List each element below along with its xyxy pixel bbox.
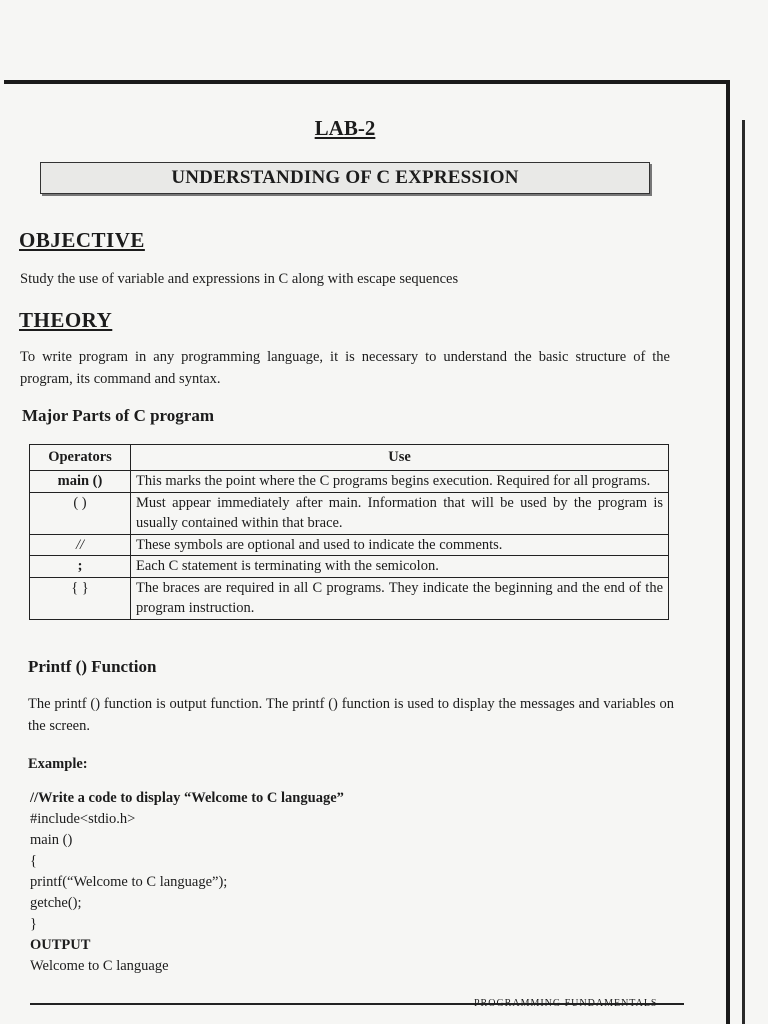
use-cell: The braces are required in all C programs. They indicate the beginning and the end of the program instruction.: [131, 577, 669, 619]
table-row: [30, 577, 669, 619]
lab-title: LAB-2: [314, 116, 376, 140]
operator-cell: ( ): [30, 492, 131, 534]
major-parts-table: [29, 444, 669, 620]
major-parts-heading: Major Parts of C program: [22, 406, 214, 425]
operator-cell: { }: [30, 577, 131, 619]
theory-heading: THEORY: [19, 308, 113, 332]
printf-text: The printf () function is output function. The printf () function is used to display the messages and variables on the screen.: [28, 696, 674, 734]
use-cell: Must appear immediately after main. Information that will be used by the program is usually contained within that brace.: [131, 492, 669, 534]
operator-cell: //: [30, 534, 131, 556]
page-border-right: [726, 80, 730, 1024]
code-line: printf(“Welcome to C language”);: [30, 874, 228, 890]
column-header-use: Use: [131, 445, 669, 471]
page-border-top: [4, 80, 730, 84]
column-header-operators: Operators: [30, 445, 131, 471]
use-cell: This marks the point where the C programs begins execution. Required for all programs.: [131, 471, 669, 493]
objective-heading: OBJECTIVE: [19, 228, 145, 252]
output-text: Welcome to C language: [30, 958, 169, 974]
page-border-right-outer: [742, 120, 745, 1024]
table-row: [30, 556, 669, 578]
section-banner: UNDERSTANDING OF C EXPRESSION: [40, 162, 650, 194]
code-line: getche();: [30, 895, 82, 911]
use-cell: Each C statement is terminating with the semicolon.: [131, 556, 669, 578]
code-example: [30, 788, 344, 977]
theory-text: To write program in any programming language, it is necessary to understand the basic structure of the program, its command and syntax.: [20, 349, 670, 387]
code-line: main (): [30, 832, 73, 848]
printf-heading: Printf () Function: [28, 657, 157, 676]
operator-cell: ;: [30, 556, 131, 578]
code-line: #include<stdio.h>: [30, 811, 136, 827]
footer-text: PROGRAMMING FUNDAMENTALS: [474, 998, 658, 1009]
objective-text: Study the use of variable and expressions in C along with escape sequences: [20, 271, 459, 287]
table-header-row: [30, 445, 669, 471]
output-label: OUTPUT: [30, 937, 91, 953]
table-row: [30, 534, 669, 556]
table-row: [30, 471, 669, 493]
example-label: Example:: [28, 756, 88, 772]
code-line: {: [30, 853, 37, 869]
use-cell: These symbols are optional and used to indicate the comments.: [131, 534, 669, 556]
code-line: }: [30, 916, 37, 932]
code-comment: //Write a code to display “Welcome to C language”: [30, 790, 344, 806]
operator-cell: main (): [30, 471, 131, 493]
table-row: [30, 492, 669, 534]
